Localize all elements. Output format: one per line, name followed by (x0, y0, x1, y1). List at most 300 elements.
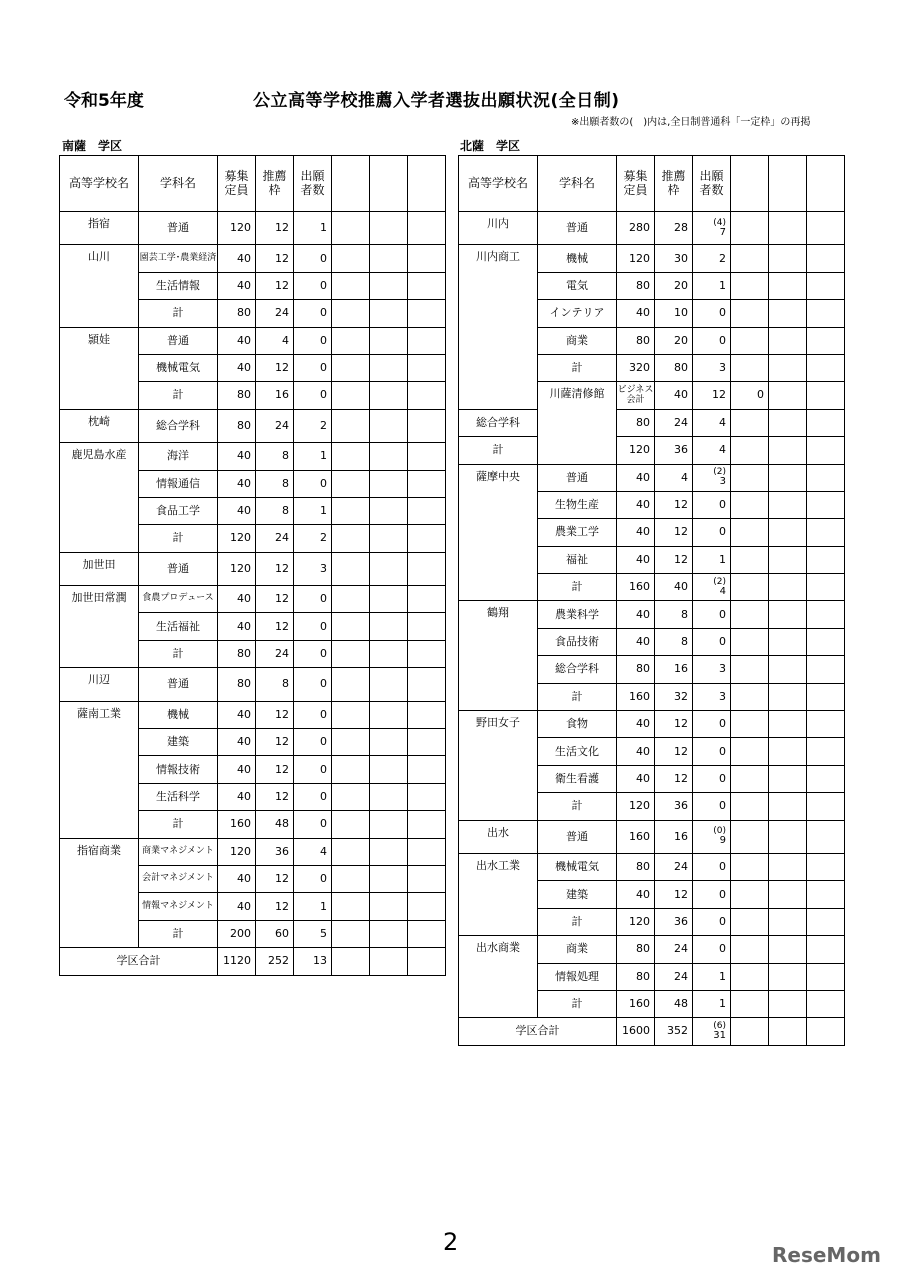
blank-cell (769, 382, 807, 409)
applicants-value: 0 (693, 738, 731, 765)
department-name: 機械 (538, 245, 617, 272)
quota-value: 20 (655, 327, 693, 354)
capacity-value: 120 (617, 245, 655, 272)
blank-cell (408, 552, 446, 585)
applicants-quota-paren: (4) (713, 217, 726, 228)
department-name: 建築 (139, 729, 218, 756)
blank-cell (731, 683, 769, 710)
applicants-value (693, 574, 731, 601)
table-row (60, 327, 446, 354)
capacity-value: 40 (655, 382, 693, 409)
applicants-value: 0 (294, 865, 332, 892)
quota-value: 4 (256, 327, 294, 354)
blank-cell (807, 437, 845, 464)
blank-cell (807, 990, 845, 1017)
capacity-value: 40 (218, 729, 256, 756)
blank-cell (408, 729, 446, 756)
applicants-value: 0 (693, 601, 731, 628)
department-name: 食品技術 (538, 628, 617, 655)
blank-cell (769, 936, 807, 963)
blank-cell (408, 525, 446, 552)
blank-cell (769, 327, 807, 354)
department-name: 食農プロデュース (139, 586, 218, 613)
school-name: 野田女子 (459, 711, 538, 821)
department-name: 普通 (139, 327, 218, 354)
quota-value: 12 (655, 881, 693, 908)
capacity-value: 40 (617, 628, 655, 655)
blank-cell (370, 382, 408, 409)
department-name: 生活福祉 (139, 613, 218, 640)
blank-cell (370, 470, 408, 497)
blank-cell (807, 464, 845, 491)
quota-value: 12 (256, 701, 294, 728)
blank-cell (332, 300, 370, 327)
blank-cell (408, 212, 446, 245)
applicants-value: 0 (294, 668, 332, 701)
capacity-value: 40 (218, 443, 256, 470)
department-name: 計 (139, 640, 218, 667)
blank-cell (769, 853, 807, 880)
capacity-value: 40 (218, 354, 256, 381)
blank-cell (332, 783, 370, 810)
table-row (459, 711, 845, 738)
quota-value: 36 (256, 838, 294, 865)
quota-value: 30 (655, 245, 693, 272)
blank-cell (731, 628, 769, 655)
blank-cell (731, 519, 769, 546)
applicants-value: 1 (294, 497, 332, 524)
applicants-value: 5 (294, 920, 332, 947)
applicants-value: 0 (294, 613, 332, 640)
blank-cell (332, 409, 370, 442)
school-name: 鶴翔 (459, 601, 538, 711)
blank-cell (408, 245, 446, 272)
department-name: 普通 (538, 464, 617, 491)
capacity-value: 80 (218, 668, 256, 701)
watermark-logo: ReseMom (772, 1243, 881, 1267)
hokusatsu-table (458, 155, 845, 1046)
applicants-value: 0 (693, 711, 731, 738)
blank-cell (408, 756, 446, 783)
blank-cell (332, 245, 370, 272)
blank-cell (370, 948, 408, 975)
applicants-value: 0 (294, 327, 332, 354)
department-name: 衛生看護 (538, 765, 617, 792)
blank-cell (807, 300, 845, 327)
school-name: 加世田常潤 (60, 586, 139, 668)
capacity-value: 120 (218, 212, 256, 245)
blank-cell (769, 711, 807, 738)
department-name: 農業科学 (538, 601, 617, 628)
applicants-quota-paren: (2) (713, 467, 726, 478)
district-total-label: 学区合計 (60, 948, 218, 975)
department-name: 食品工学 (139, 497, 218, 524)
blank-cell (408, 668, 446, 701)
capacity-value: 40 (617, 738, 655, 765)
quota-value: 12 (655, 546, 693, 573)
blank-cell (807, 963, 845, 990)
blank-cell (408, 948, 446, 975)
applicants-value: 2 (294, 409, 332, 442)
capacity-value: 280 (617, 212, 655, 245)
applicants-quota-paren: (0) (713, 826, 726, 837)
quota-value: 24 (655, 409, 693, 436)
blank-cell (769, 300, 807, 327)
blank-cell (731, 765, 769, 792)
capacity-value: 40 (617, 601, 655, 628)
blank-cell (807, 409, 845, 436)
blank-cell (769, 601, 807, 628)
blank-cell (370, 552, 408, 585)
quota-value: 36 (655, 908, 693, 935)
capacity-value: 160 (617, 574, 655, 601)
blank-cell (370, 920, 408, 947)
applicants-value: 0 (294, 783, 332, 810)
blank-cell (731, 437, 769, 464)
header-blank-cell (332, 156, 370, 212)
applicants-value: 3 (693, 683, 731, 710)
blank-cell (731, 245, 769, 272)
department-name: 計 (139, 920, 218, 947)
applicants-value: 0 (693, 491, 731, 518)
school-name: 出水工業 (459, 853, 538, 935)
blank-cell (807, 519, 845, 546)
header-school: 高等学校名 (60, 156, 139, 212)
blank-cell (370, 525, 408, 552)
applicants-value: 0 (693, 300, 731, 327)
blank-cell (332, 893, 370, 920)
capacity-value: 40 (218, 893, 256, 920)
capacity-value: 40 (617, 300, 655, 327)
capacity-value: 160 (617, 683, 655, 710)
capacity-value: 40 (617, 519, 655, 546)
blank-cell (731, 1018, 769, 1045)
blank-cell (370, 212, 408, 245)
school-name: 加世田 (60, 552, 139, 585)
quota-value: 48 (256, 811, 294, 838)
applicants-value: 0 (693, 908, 731, 935)
blank-cell (408, 443, 446, 470)
quota-value: 12 (256, 729, 294, 756)
quota-value: 24 (256, 409, 294, 442)
capacity-value: 200 (218, 920, 256, 947)
quota-value: 8 (655, 628, 693, 655)
department-name: 商業 (538, 327, 617, 354)
applicants-value: 0 (693, 519, 731, 546)
blank-cell (332, 640, 370, 667)
page-number: 2 (443, 1228, 459, 1256)
blank-cell (332, 497, 370, 524)
quota-value: 8 (256, 443, 294, 470)
blank-cell (769, 409, 807, 436)
blank-cell (332, 525, 370, 552)
capacity-value: 40 (218, 613, 256, 640)
department-name: 計 (538, 683, 617, 710)
department-name: 計 (139, 811, 218, 838)
blank-cell (807, 881, 845, 908)
capacity-value: 40 (617, 711, 655, 738)
blank-cell (769, 491, 807, 518)
header-applicants: 出願 者数 (294, 156, 332, 212)
school-name: 出水商業 (459, 936, 538, 1018)
blank-cell (370, 640, 408, 667)
blank-cell (370, 729, 408, 756)
capacity-value: 80 (617, 656, 655, 683)
blank-cell (769, 354, 807, 381)
capacity-value: 120 (617, 793, 655, 820)
department-name: 普通 (139, 668, 218, 701)
school-name: 川辺 (60, 668, 139, 701)
blank-cell (332, 668, 370, 701)
table-row (459, 437, 845, 464)
capacity-value: 160 (218, 811, 256, 838)
blank-cell (769, 464, 807, 491)
quota-value: 12 (256, 552, 294, 585)
blank-cell (807, 327, 845, 354)
district-total-row (60, 948, 446, 975)
quota-value: 24 (256, 525, 294, 552)
district-total-label: 学区合計 (459, 1018, 617, 1045)
applicants-value: 1 (693, 963, 731, 990)
blank-cell (332, 586, 370, 613)
blank-cell (332, 470, 370, 497)
department-name: 計 (139, 525, 218, 552)
quota-value: 8 (256, 497, 294, 524)
quota-value: 16 (655, 656, 693, 683)
applicants-value: 0 (294, 756, 332, 783)
blank-cell (408, 470, 446, 497)
applicants-value: 3 (693, 656, 731, 683)
table-row (459, 820, 845, 853)
blank-cell (408, 865, 446, 892)
quota-value: 28 (655, 212, 693, 245)
blank-cell (731, 272, 769, 299)
blank-cell (807, 491, 845, 518)
department-name: 計 (459, 437, 538, 464)
header-quota: 推薦 枠 (655, 156, 693, 212)
quota-value: 16 (655, 820, 693, 853)
applicants-value: 0 (294, 470, 332, 497)
applicants-value: 3 (693, 354, 731, 381)
department-name: 普通 (538, 212, 617, 245)
total-applicants: 13 (294, 948, 332, 975)
applicants-value: 0 (693, 327, 731, 354)
blank-cell (769, 245, 807, 272)
blank-cell (807, 601, 845, 628)
applicants-value: 0 (693, 853, 731, 880)
applicants-quota-paren: (2) (713, 576, 726, 587)
school-name: 川内 (459, 212, 538, 245)
department-name: 普通 (139, 212, 218, 245)
blank-cell (769, 738, 807, 765)
quota-value: 12 (655, 765, 693, 792)
blank-cell (731, 354, 769, 381)
department-name: 情報通信 (139, 470, 218, 497)
quota-value: 36 (655, 793, 693, 820)
table-row (459, 245, 845, 272)
quota-value: 48 (655, 990, 693, 1017)
applicants-value: 1 (693, 990, 731, 1017)
school-name: 枕崎 (60, 409, 139, 442)
blank-cell (370, 811, 408, 838)
department-name: 会計マネジメント (139, 865, 218, 892)
quota-value: 24 (256, 640, 294, 667)
applicants-value: 0 (731, 382, 769, 409)
department-name: 情報技術 (139, 756, 218, 783)
table-row (459, 936, 845, 963)
blank-cell (370, 668, 408, 701)
quota-value: 12 (256, 245, 294, 272)
capacity-value: 120 (617, 437, 655, 464)
blank-cell (769, 656, 807, 683)
department-name: 生活情報 (139, 272, 218, 299)
school-name: 山川 (60, 245, 139, 327)
blank-cell (731, 881, 769, 908)
blank-cell (332, 865, 370, 892)
blank-cell (731, 793, 769, 820)
blank-cell (807, 853, 845, 880)
blank-cell (807, 354, 845, 381)
department-name: 計 (139, 382, 218, 409)
capacity-value: 40 (218, 497, 256, 524)
blank-cell (769, 272, 807, 299)
applicants-count: 4 (719, 585, 726, 597)
blank-cell (769, 1018, 807, 1045)
district-total-row (459, 1018, 845, 1045)
blank-cell (370, 327, 408, 354)
blank-cell (807, 936, 845, 963)
header-dept: 学科名 (139, 156, 218, 212)
department-name: 普通 (139, 552, 218, 585)
applicants-count: 9 (719, 835, 726, 847)
quota-value: 24 (655, 936, 693, 963)
capacity-value: 40 (218, 756, 256, 783)
blank-cell (769, 820, 807, 853)
applicants-value: 0 (294, 272, 332, 299)
header-blank-cell (731, 156, 769, 212)
blank-cell (731, 601, 769, 628)
header-blank-cell (370, 156, 408, 212)
quota-value: 24 (655, 853, 693, 880)
blank-cell (370, 783, 408, 810)
department-name: 計 (538, 354, 617, 381)
table-row (459, 601, 845, 628)
blank-cell (769, 765, 807, 792)
blank-cell (332, 382, 370, 409)
capacity-value: 160 (617, 990, 655, 1017)
blank-cell (769, 628, 807, 655)
blank-cell (370, 701, 408, 728)
header-capacity: 募集 定員 (617, 156, 655, 212)
blank-cell (370, 497, 408, 524)
capacity-value: 80 (617, 853, 655, 880)
capacity-value: 40 (218, 783, 256, 810)
blank-cell (408, 300, 446, 327)
total-quota-paren: (6) (713, 1021, 726, 1032)
blank-cell (731, 711, 769, 738)
blank-cell (332, 613, 370, 640)
blank-cell (370, 443, 408, 470)
department-name: ビジネス会計 (617, 382, 655, 409)
applicants-value: 2 (693, 245, 731, 272)
applicants-value: 0 (294, 701, 332, 728)
applicants-value: 0 (693, 793, 731, 820)
blank-cell (769, 963, 807, 990)
blank-cell (731, 409, 769, 436)
blank-cell (370, 756, 408, 783)
department-name: 総合学科 (538, 656, 617, 683)
table-row (60, 212, 446, 245)
blank-cell (731, 212, 769, 245)
header-blank-cell (408, 156, 446, 212)
total-applicants (693, 1018, 731, 1045)
blank-cell (332, 272, 370, 299)
table-row (459, 212, 845, 245)
applicants-count: 7 (719, 226, 726, 238)
department-name: 普通 (538, 820, 617, 853)
blank-cell (370, 245, 408, 272)
capacity-value: 40 (617, 464, 655, 491)
blank-cell (408, 586, 446, 613)
blank-cell (769, 908, 807, 935)
quota-value: 12 (256, 613, 294, 640)
applicants-value: 1 (693, 272, 731, 299)
quota-value: 12 (256, 756, 294, 783)
quota-value: 8 (655, 601, 693, 628)
department-name: 計 (139, 300, 218, 327)
capacity-value: 80 (617, 272, 655, 299)
capacity-value: 40 (218, 865, 256, 892)
table-row (60, 668, 446, 701)
capacity-value: 80 (617, 936, 655, 963)
page-title: 公立高等学校推薦入学者選抜出願状況(全日制) (253, 91, 620, 111)
applicants-count: 3 (719, 476, 726, 488)
capacity-value: 120 (218, 525, 256, 552)
capacity-value: 40 (218, 327, 256, 354)
blank-cell (408, 327, 446, 354)
department-name: 生活文化 (538, 738, 617, 765)
quota-value: 12 (655, 491, 693, 518)
applicants-value: 0 (294, 382, 332, 409)
blank-cell (731, 990, 769, 1017)
blank-cell (408, 354, 446, 381)
blank-cell (807, 908, 845, 935)
table-row (60, 409, 446, 442)
capacity-value: 40 (218, 245, 256, 272)
blank-cell (731, 464, 769, 491)
blank-cell (807, 820, 845, 853)
blank-cell (769, 437, 807, 464)
blank-cell (408, 613, 446, 640)
quota-value: 60 (256, 920, 294, 947)
quota-value: 12 (655, 711, 693, 738)
department-name: 情報マネジメント (139, 893, 218, 920)
quota-value: 24 (256, 300, 294, 327)
header-capacity: 募集 定員 (218, 156, 256, 212)
school-name: 鹿児島水産 (60, 443, 139, 553)
parenthesis-note: ※出願者数の( )内は,全日制普通科「一定枠」の再掲 (571, 117, 811, 128)
blank-cell (807, 683, 845, 710)
quota-value: 12 (693, 382, 731, 409)
table-row (60, 245, 446, 272)
blank-cell (332, 701, 370, 728)
capacity-value: 80 (218, 382, 256, 409)
department-name: 電気 (538, 272, 617, 299)
capacity-value: 40 (218, 701, 256, 728)
blank-cell (769, 990, 807, 1017)
blank-cell (731, 491, 769, 518)
department-name: 農業工学 (538, 519, 617, 546)
